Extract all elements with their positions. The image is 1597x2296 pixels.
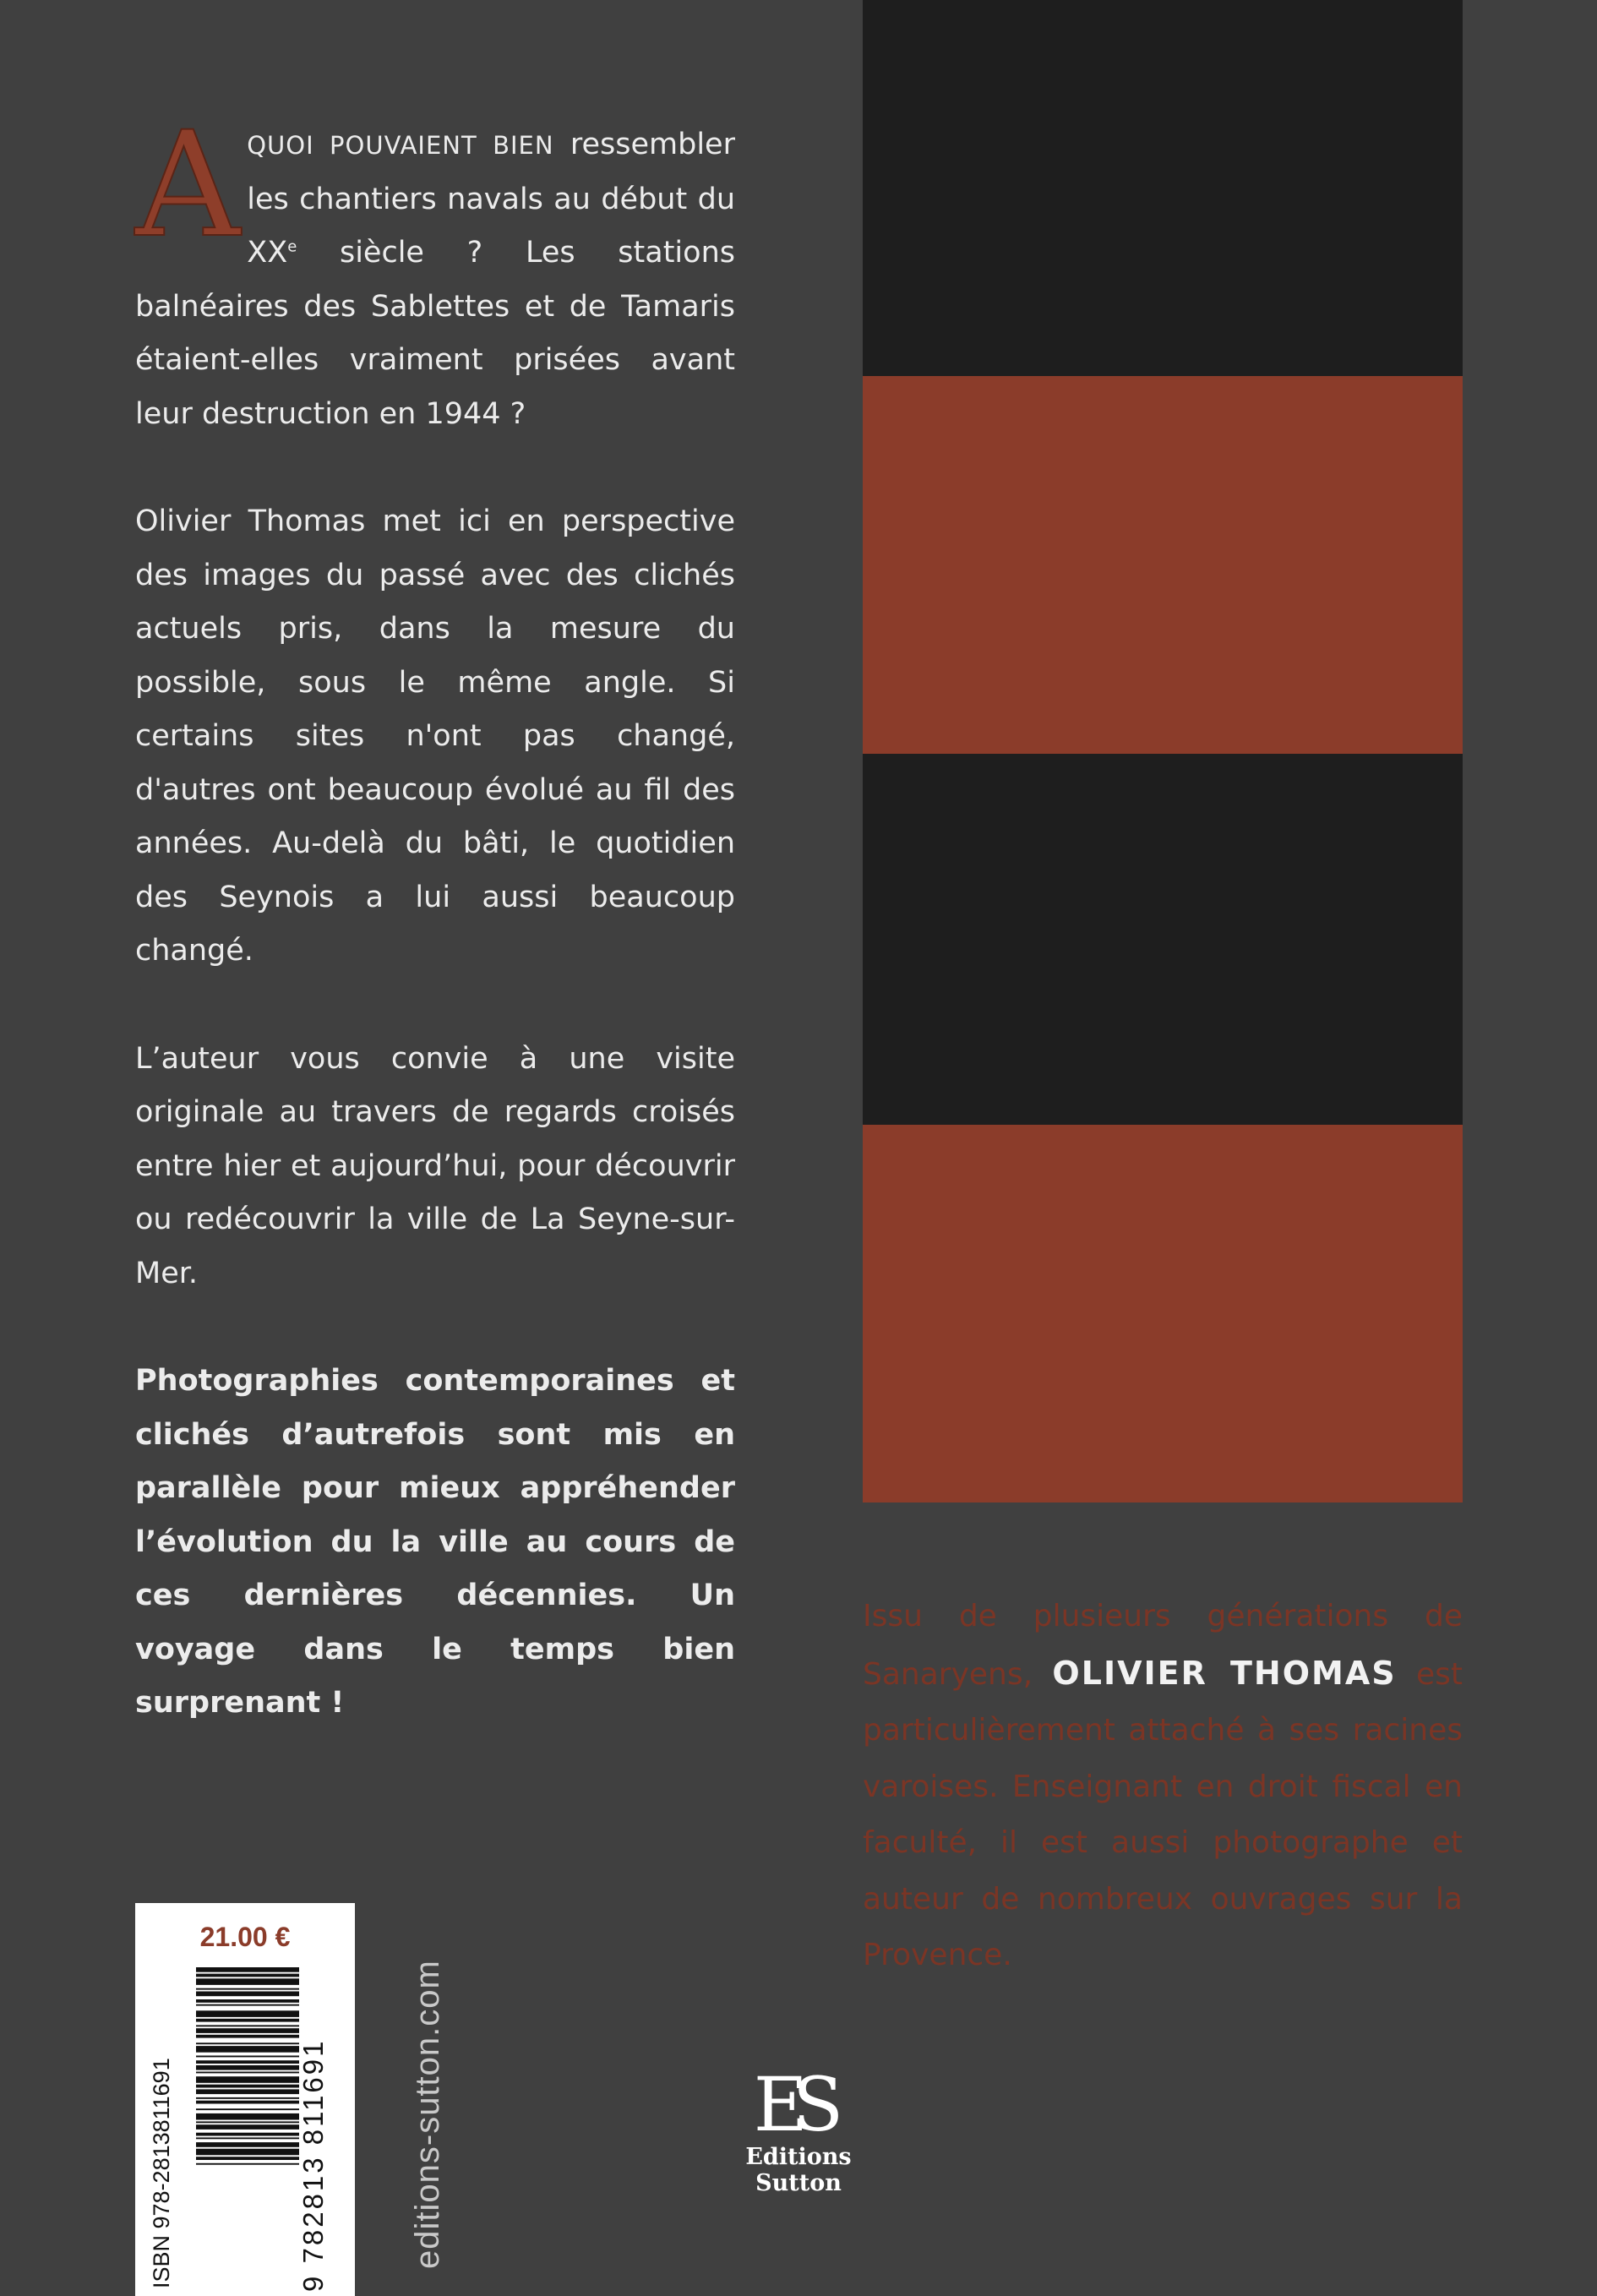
dark-band-middle <box>863 754 1463 1125</box>
description-paragraph-3: L’auteur vous convie à une visite originale au travers de regards croisés entre hier et aujourd’hui, pour découvrir ou redécouvrir la ville de La Seyne-sur-Mer. <box>135 1041 735 1290</box>
barcode-bar <box>196 2076 299 2083</box>
barcode-bar <box>196 2004 299 2006</box>
isbn-label: ISBN 978-2813811691 <box>149 2058 174 2288</box>
publisher-name-line-1: Editions <box>745 2144 852 2170</box>
barcode-bar <box>196 1967 299 1972</box>
barcode-bar <box>196 2035 299 2038</box>
barcode-bar <box>196 1988 299 1990</box>
barcode-bar <box>196 2046 299 2053</box>
description-paragraph-1 <box>135 100 735 441</box>
barcode-digits: 9 782813 811691 <box>297 2038 329 2292</box>
price-label: 21.00 € <box>199 1922 291 1952</box>
description-paragraph-2: Olivier Thomas met ici en perspective des images du passé avec des clichés actuels pris, dans la mesure du possible, sous le même angle. Si certains sites n'ont pas changé, d'autres ont beaucoup évolué au fil des années. Au-delà du bâti, le quotidien des Seynois a lui aussi beaucoup changé. <box>135 504 735 968</box>
publisher-name-line-2: Sutton <box>755 2170 842 2196</box>
bio-text-after: est particulièrement attaché à ses racines varoises. Enseignant en droit fiscal en faculté, il est aussi photographe et auteur de nombreux ouvrages sur la Provence. <box>863 1656 1463 1972</box>
author-name: OLIVIER THOMAS <box>1052 1654 1397 1692</box>
barcode-bar <box>196 2163 299 2165</box>
back-cover-description <box>135 100 735 1785</box>
publisher-website: editions-sutton.com <box>409 1960 446 2269</box>
barcode-bar <box>196 2157 299 2160</box>
barcode-bar <box>196 2065 299 2070</box>
barcode-bar <box>196 2019 299 2022</box>
barcode-graphic <box>135 1903 355 2296</box>
barcode-bars <box>196 1967 299 2165</box>
barcode-bar <box>196 2072 299 2074</box>
publisher-logo <box>735 2061 862 2196</box>
bio-text-before: Issu de plusieurs générations de Sanaryens, <box>863 1599 1463 1692</box>
barcode-bar <box>196 2028 299 2033</box>
century-superscript: e <box>287 237 297 256</box>
barcode-panel <box>135 1903 355 2296</box>
barcode-bar <box>196 2089 299 2094</box>
barcode-bar <box>196 2085 299 2088</box>
barcode-bar <box>196 2113 299 2120</box>
barcode-bar <box>196 1999 299 2003</box>
dark-band-top <box>863 0 1463 376</box>
barcode-bar <box>196 1992 299 1997</box>
paragraph-1-rest: siècle ? Les stations balnéaires des Sablettes et de Tamaris étaient-elles vraiment prisées avant leur destruction en 1944 ? <box>135 236 735 431</box>
author-bio <box>863 1589 1463 1984</box>
barcode-bar <box>196 2108 299 2110</box>
rust-band-lower <box>863 1125 1463 1502</box>
barcode-bar <box>196 2010 299 2017</box>
barcode-bar <box>196 2124 299 2130</box>
barcode-bar <box>196 2097 299 2099</box>
barcode-bar <box>196 2149 299 2156</box>
barcode-bar <box>196 2133 299 2136</box>
opening-smallcaps: QUOI POUVAIENT BIEN <box>247 131 554 160</box>
barcode-bar <box>196 2137 299 2139</box>
barcode-bar <box>196 2025 299 2026</box>
barcode-bar <box>196 2056 299 2058</box>
barcode-bar <box>196 2101 299 2104</box>
decorative-bands <box>863 0 1463 1502</box>
drop-cap-letter: A <box>135 100 241 270</box>
barcode-bar <box>196 2121 299 2123</box>
barcode-bar <box>196 1974 299 1977</box>
rust-band-upper <box>863 376 1463 754</box>
paragraph-1-text: ressembler les chantiers navals au début du XX <box>247 128 735 270</box>
barcode-bar <box>196 2142 299 2147</box>
barcode-bar <box>196 2042 299 2044</box>
description-paragraph-4: Photographies contemporaines et clichés d’autrefois sont mis en parallèle pour mieux appréhender l’évolution du la ville au cours de ces dernières décennies. Un voyage dans le temps bien surprenant ! <box>135 1364 735 1720</box>
barcode-bar <box>196 1978 299 1985</box>
publisher-monogram: ES <box>753 2061 829 2148</box>
barcode-bar <box>196 2060 299 2064</box>
